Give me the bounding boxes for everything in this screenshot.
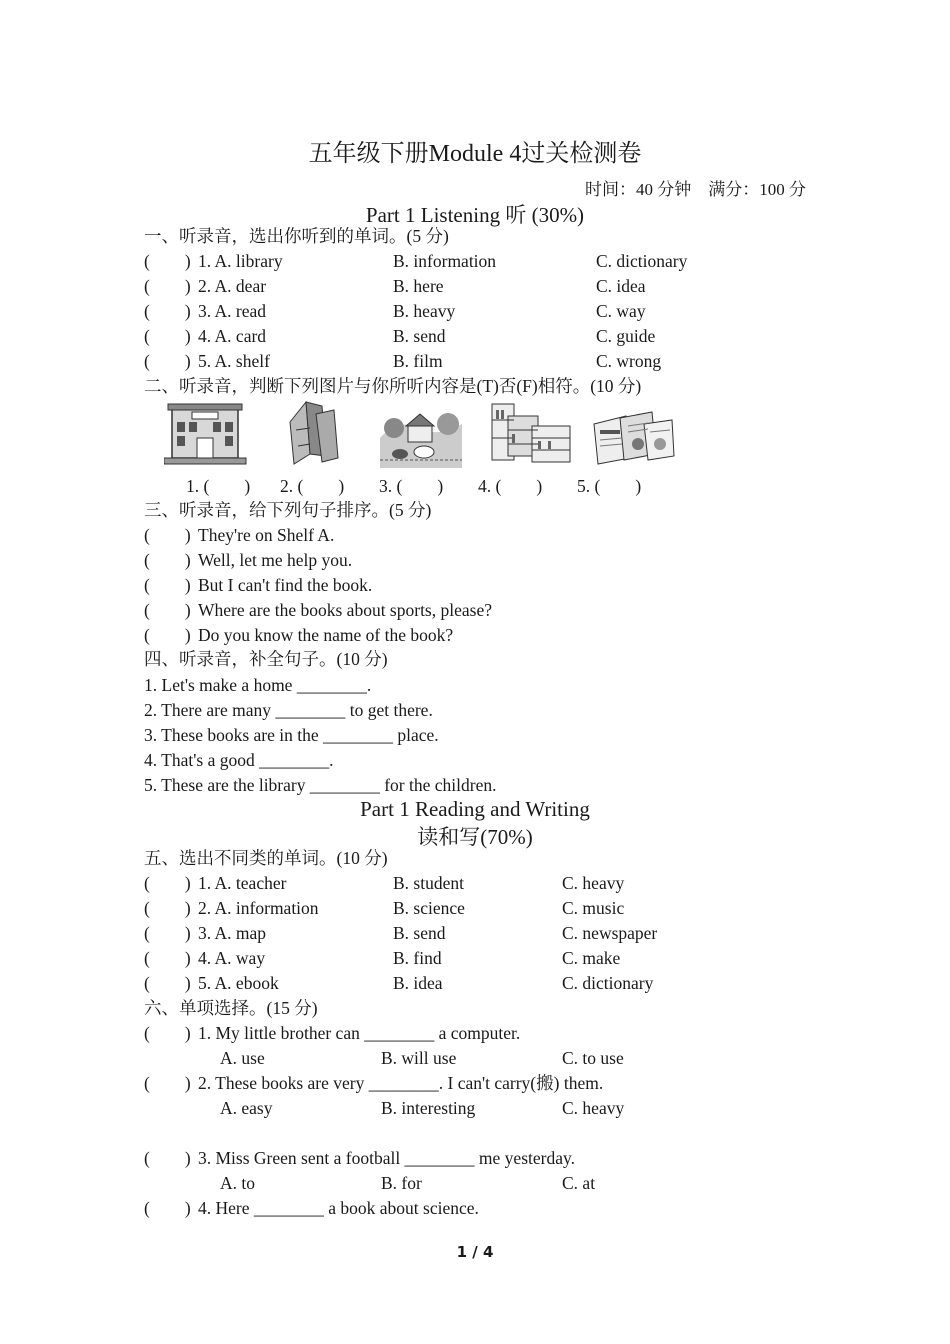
picture-row [0,398,950,470]
answer-blank[interactable]: ( ) [144,251,191,271]
bookshelves-picture [488,398,574,468]
books-picture [276,398,362,468]
exam-page: 五年级下册Module 4过关检测卷 时间：40 分钟 满分：100 分 Part 1 Listening 听 (30%) 一、听录音，选出你听到的单词。(5 分) ( ) 1. A. library B. information C. dictionary ( ) 2. A. dear B. here C. idea ( ) 3. A. read B. heavy C. way ( ) 4. A. card B. send C. guide ( ) 5. A. shelf B. film C. wrong 二、听录音，判断下列图片与你所听内容是(T)否(F)相符。(10 分) 1. ( ) 2. ( ) 3. ( ) 4. ( ) 5. ( ) 三、听录音，给下列句子排序。(5 分) ( ) They're on Shelf A. ( ) Well, let me help you. ( ) But I can't find the book. ( ) Where are the books about sports, please? ( ) Do you know the name of the book? 四、听录音，补全句子。(10 分) 1. Let's make a home ________. 2. There are many ________ to get there. 3. These books are in the ________ place. 4. That's a good ________. 5. These are the library ________ for the children. Part 1 Reading and Writing 读和写(70%) 五、选出不同类的单词。(10 分) ( ) 1. A. teacher B. student C. heavy ( ) 2. A. information B. science C. music ( ) 3. A. map B. send C. newspaper ( ) 4. A. way B. find C. make ( ) 5. A. ebook B. idea C. dictionary 六、单项选择。(15 分) ( ) 1. My little brother can ________ a computer. A. use B. will use C. to use ( ) 2. These books are very ________. I can't carry(搬) them. A. easy B. interesting C. heavy ( ) 3. Miss Green sent a football ________ me yesterday. A. to B. for C. at ( ) 4. Here ________ a book about science. 1 / 4 [0,0,950,1344]
answer-blank[interactable]: ( ) [144,1198,191,1218]
part2-subtitle: 读和写(70%) [417,825,533,849]
list-item: ( ) But I can't find the book. [144,573,372,598]
section1-heading: 一、听录音，选出你听到的单词。(5 分) [144,226,449,246]
picture-answer-blank[interactable]: 2. ( ) [280,476,345,496]
section4-heading: 四、听录音，补全句子。(10 分) [144,649,388,669]
part2-title: Part 1 Reading and Writing [360,797,590,821]
list-item: ( ) Do you know the name of the book? [144,623,453,648]
list-item[interactable]: 2. There are many ________ to get there. [144,700,433,720]
answer-blank[interactable]: ( ) [144,973,191,993]
picture-answer-blank[interactable]: 1. ( ) [186,476,251,496]
answer-blank[interactable]: ( ) [144,326,191,346]
list-item[interactable]: 1. Let's make a home ________. [144,675,372,695]
answer-blank[interactable]: ( ) [144,873,191,893]
farm-picture [378,398,464,468]
picture-answer-blank[interactable]: 4. ( ) [478,476,543,496]
section6-heading: 六、单项选择。(15 分) [144,998,318,1018]
answer-blank[interactable]: ( ) [144,525,191,545]
answer-blank[interactable]: ( ) [144,923,191,943]
newspapers-picture [590,398,676,468]
list-item: ( ) Well, let me help you. [144,548,352,573]
list-item[interactable]: 4. That's a good ________. [144,750,334,770]
answer-blank[interactable]: ( ) [144,550,191,570]
picture-answer-blank[interactable]: 3. ( ) [379,476,444,496]
answer-blank[interactable]: ( ) [144,1023,191,1043]
answer-blank[interactable]: ( ) [144,625,191,645]
exam-meta: 时间：40 分钟 满分：100 分 [585,180,806,199]
answer-blank[interactable]: ( ) [144,301,191,321]
answer-blank[interactable]: ( ) [144,575,191,595]
answer-blank[interactable]: ( ) [144,1148,191,1168]
library-building-picture [164,398,250,468]
answer-blank[interactable]: ( ) [144,351,191,371]
list-item: ( ) They're on Shelf A. [144,523,334,548]
picture-answer-blank[interactable]: 5. ( ) [577,476,642,496]
section3-heading: 三、听录音，给下列句子排序。(5 分) [144,500,432,520]
answer-blank[interactable]: ( ) [144,948,191,968]
answer-blank[interactable]: ( ) [144,600,191,620]
list-item[interactable]: 5. These are the library ________ for the children. [144,775,497,795]
section2-heading: 二、听录音，判断下列图片与你所听内容是(T)否(F)相符。(10 分) [144,376,642,396]
answer-blank[interactable]: ( ) [144,1073,191,1093]
answer-blank[interactable]: ( ) [144,898,191,918]
picture-answer-row [186,474,642,499]
section5-heading: 五、选出不同类的单词。(10 分) [144,848,388,868]
part1-title: Part 1 Listening 听 (30%) [365,203,585,227]
answer-blank[interactable]: ( ) [144,276,191,296]
list-item[interactable]: 3. These books are in the ________ place. [144,725,439,745]
page-number: 1 / 4 [456,1243,494,1261]
list-item: ( ) Where are the books about sports, please? [144,598,492,623]
page-title: 五年级下册Module 4过关检测卷 [308,141,642,167]
